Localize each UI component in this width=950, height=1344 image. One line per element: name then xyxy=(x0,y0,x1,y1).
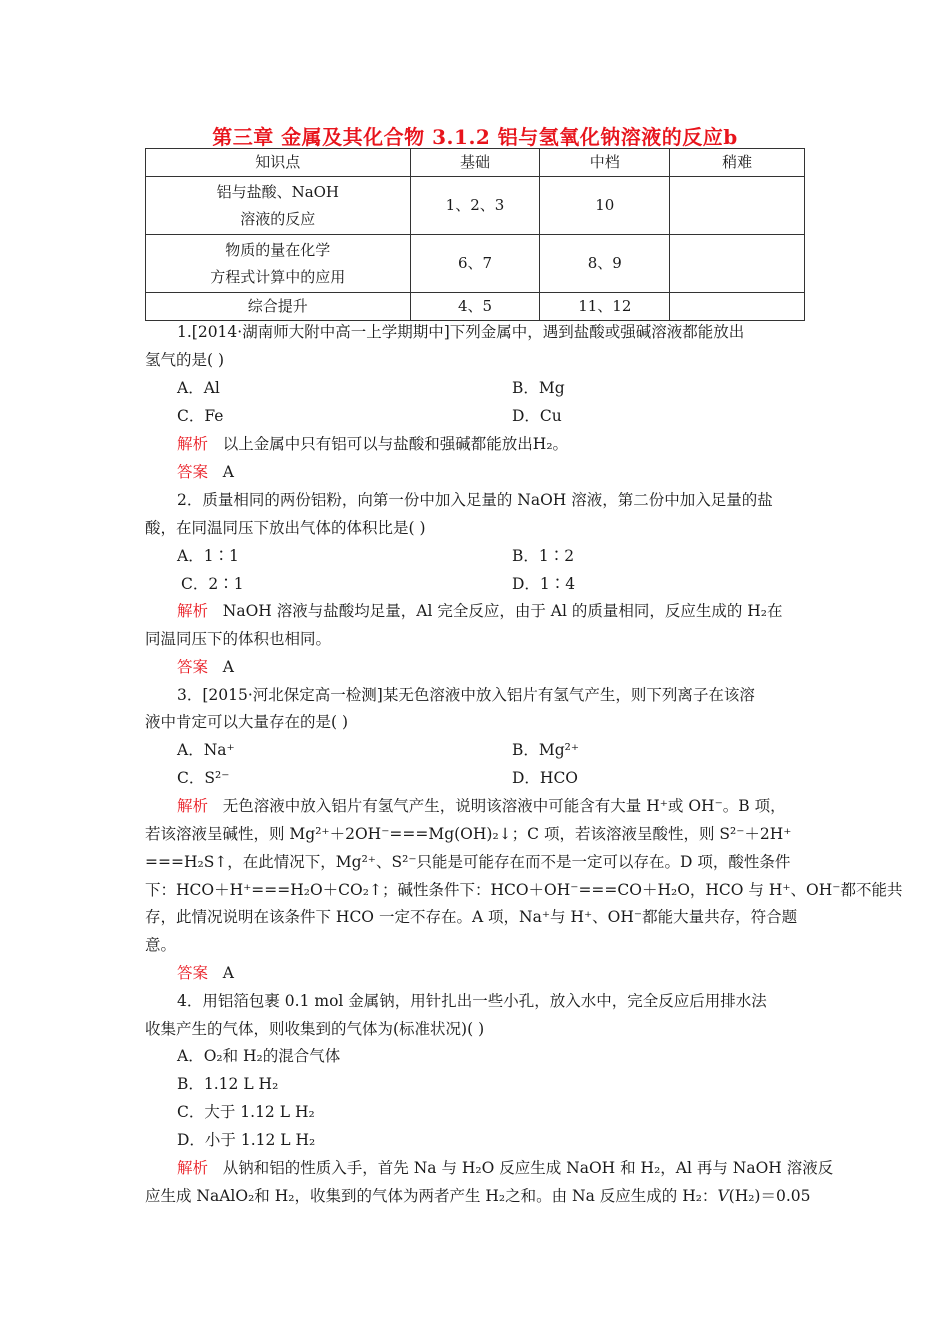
answer xyxy=(177,657,234,677)
analysis xyxy=(177,1158,833,1178)
table-cell-mid: 11、12 xyxy=(540,293,670,321)
analysis-text: 从钠和铝的性质入手，首先 Na 与 H₂O 反应生成 NaOH 和 H₂，Al 再与 NaOH 溶液反 xyxy=(222,1159,834,1177)
topic-line: 物质的量在化学 xyxy=(225,240,331,259)
table-header-row xyxy=(146,149,805,177)
table-cell-basic: 6、7 xyxy=(410,235,540,293)
question-stem: 3．[2015·河北保定高一检测]某无色溶液中放入铝片有氢气产生，则下列离子在该溶 xyxy=(177,686,755,704)
option-d: D．小于 1.12 L H₂ xyxy=(177,1131,316,1149)
analysis-text: 意。 xyxy=(145,936,177,954)
analysis-label: 解析 xyxy=(177,1159,209,1177)
option-a: A．1∶1 xyxy=(177,547,239,565)
analysis-text: 同温同压下的体积也相同。 xyxy=(145,630,332,648)
option-c: C．大于 1.12 L H₂ xyxy=(177,1103,315,1121)
option-b: B．Mg²⁺ xyxy=(512,741,580,759)
volume-symbol: V xyxy=(717,1187,729,1205)
analysis-text: NaOH 溶液与盐酸均足量，Al 完全反应，由于 Al 的质量相同，反应生成的 H₂在 xyxy=(222,602,783,620)
answer-text: A xyxy=(222,964,234,982)
option-a: A．Na⁺ xyxy=(177,741,235,759)
option-d: D．HCO xyxy=(512,769,579,787)
analysis xyxy=(177,601,783,621)
option-b: B．1∶2 xyxy=(512,547,575,565)
table-header-cell: 中档 xyxy=(540,149,670,177)
table-cell-mid: 8、9 xyxy=(540,235,670,293)
table-row xyxy=(146,293,805,321)
answer-label: 答案 xyxy=(177,463,209,481)
analysis-text: 存，此情况说明在该条件下 HCO 一定不存在。A 项，Na⁺与 H⁺、OH⁻都能大量共存，符合题 xyxy=(145,908,798,926)
table-cell-mid: 10 xyxy=(540,177,670,235)
analysis xyxy=(177,796,786,816)
answer-text: A xyxy=(222,658,234,676)
knowledge-table xyxy=(145,148,805,321)
option-c: C．2∶1 xyxy=(181,575,244,593)
analysis-label: 解析 xyxy=(177,435,209,453)
table-cell-topic xyxy=(146,235,411,293)
analysis-text-part: (H₂)＝0.05 xyxy=(728,1187,811,1205)
table-header-cell: 基础 xyxy=(410,149,540,177)
table-row xyxy=(146,235,805,293)
topic-line: 铝与盐酸、NaOH xyxy=(216,182,340,201)
option-d: D．1∶4 xyxy=(512,575,576,593)
table-cell-hard xyxy=(670,177,805,235)
table-cell-topic xyxy=(146,177,411,235)
analysis-text: 若该溶液呈碱性，则 Mg²⁺＋2OH⁻===Mg(OH)₂↓；C 项，若该溶液呈酸性，则 S²⁻＋2H⁺ xyxy=(145,825,792,843)
question-stem: 4．用铝箔包裹 0.1 mol 金属钠，用针扎出一些小孔，放入水中，完全反应后用排水法 xyxy=(177,992,767,1010)
topic-line: 方程式计算中的应用 xyxy=(210,267,346,286)
option-a: A．Al xyxy=(177,379,220,397)
option-b: B．Mg xyxy=(512,379,565,397)
table-header-cell: 稍难 xyxy=(670,149,805,177)
question-stem: 2．质量相同的两份铝粉，向第一份中加入足量的 NaOH 溶液，第二份中加入足量的盐 xyxy=(177,491,773,509)
page-title: 第三章 金属及其化合物 3.1.2 铝与氢氧化钠溶液的反应b xyxy=(212,125,738,149)
analysis xyxy=(177,434,568,454)
option-d: D．Cu xyxy=(512,407,562,425)
table-header-cell: 知识点 xyxy=(146,149,411,177)
question-stem: 收集产生的气体，则收集到的气体为(标准状况)( ) xyxy=(145,1020,485,1038)
table-cell-topic: 综合提升 xyxy=(146,293,411,321)
topic-line: 溶液的反应 xyxy=(240,209,316,228)
option-c: C．Fe xyxy=(177,407,224,425)
analysis-label: 解析 xyxy=(177,797,209,815)
answer xyxy=(177,462,234,482)
option-c: C．S²⁻ xyxy=(177,769,230,787)
question-stem: 1.[2014·湖南师大附中高一上学期期中]下列金属中，遇到盐酸或强碱溶液都能放出 xyxy=(177,323,745,341)
answer-label: 答案 xyxy=(177,964,209,982)
analysis-text xyxy=(145,1186,810,1206)
question-stem: 氢气的是( ) xyxy=(145,351,225,369)
answer xyxy=(177,963,234,983)
option-a: A．O₂和 H₂的混合气体 xyxy=(177,1047,341,1065)
question-stem: 液中肯定可以大量存在的是( ) xyxy=(145,713,349,731)
table-cell-hard xyxy=(670,293,805,321)
analysis-text: ===H₂S↑，在此情况下，Mg²⁺、S²⁻只能是可能存在而不是一定可以存在。D 项，酸性条件 xyxy=(145,853,791,871)
analysis-text: 下：HCO＋H⁺===H₂O＋CO₂↑；碱性条件下：HCO＋OH⁻===CO＋H₂O，HCO 与 H⁺、OH⁻都不能共 xyxy=(145,881,903,899)
table-row xyxy=(146,177,805,235)
analysis-text-part: 应生成 NaAlO₂和 H₂，收集到的气体为两者产生 H₂之和。由 Na 反应生成的 H₂： xyxy=(145,1187,718,1205)
analysis-text: 无色溶液中放入铝片有氢气产生，说明该溶液中可能含有大量 H⁺或 OH⁻。B 项， xyxy=(222,797,786,815)
option-b: B．1.12 L H₂ xyxy=(177,1075,279,1093)
answer-label: 答案 xyxy=(177,658,209,676)
table-cell-basic: 4、5 xyxy=(410,293,540,321)
question-stem: 酸，在同温同压下放出气体的体积比是( ) xyxy=(145,519,426,537)
analysis-label: 解析 xyxy=(177,602,209,620)
analysis-text: 以上金属中只有铝可以与盐酸和强碱都能放出H₂。 xyxy=(222,435,569,453)
table-cell-hard xyxy=(670,235,805,293)
table-cell-basic: 1、2、3 xyxy=(410,177,540,235)
answer-text: A xyxy=(222,463,234,481)
